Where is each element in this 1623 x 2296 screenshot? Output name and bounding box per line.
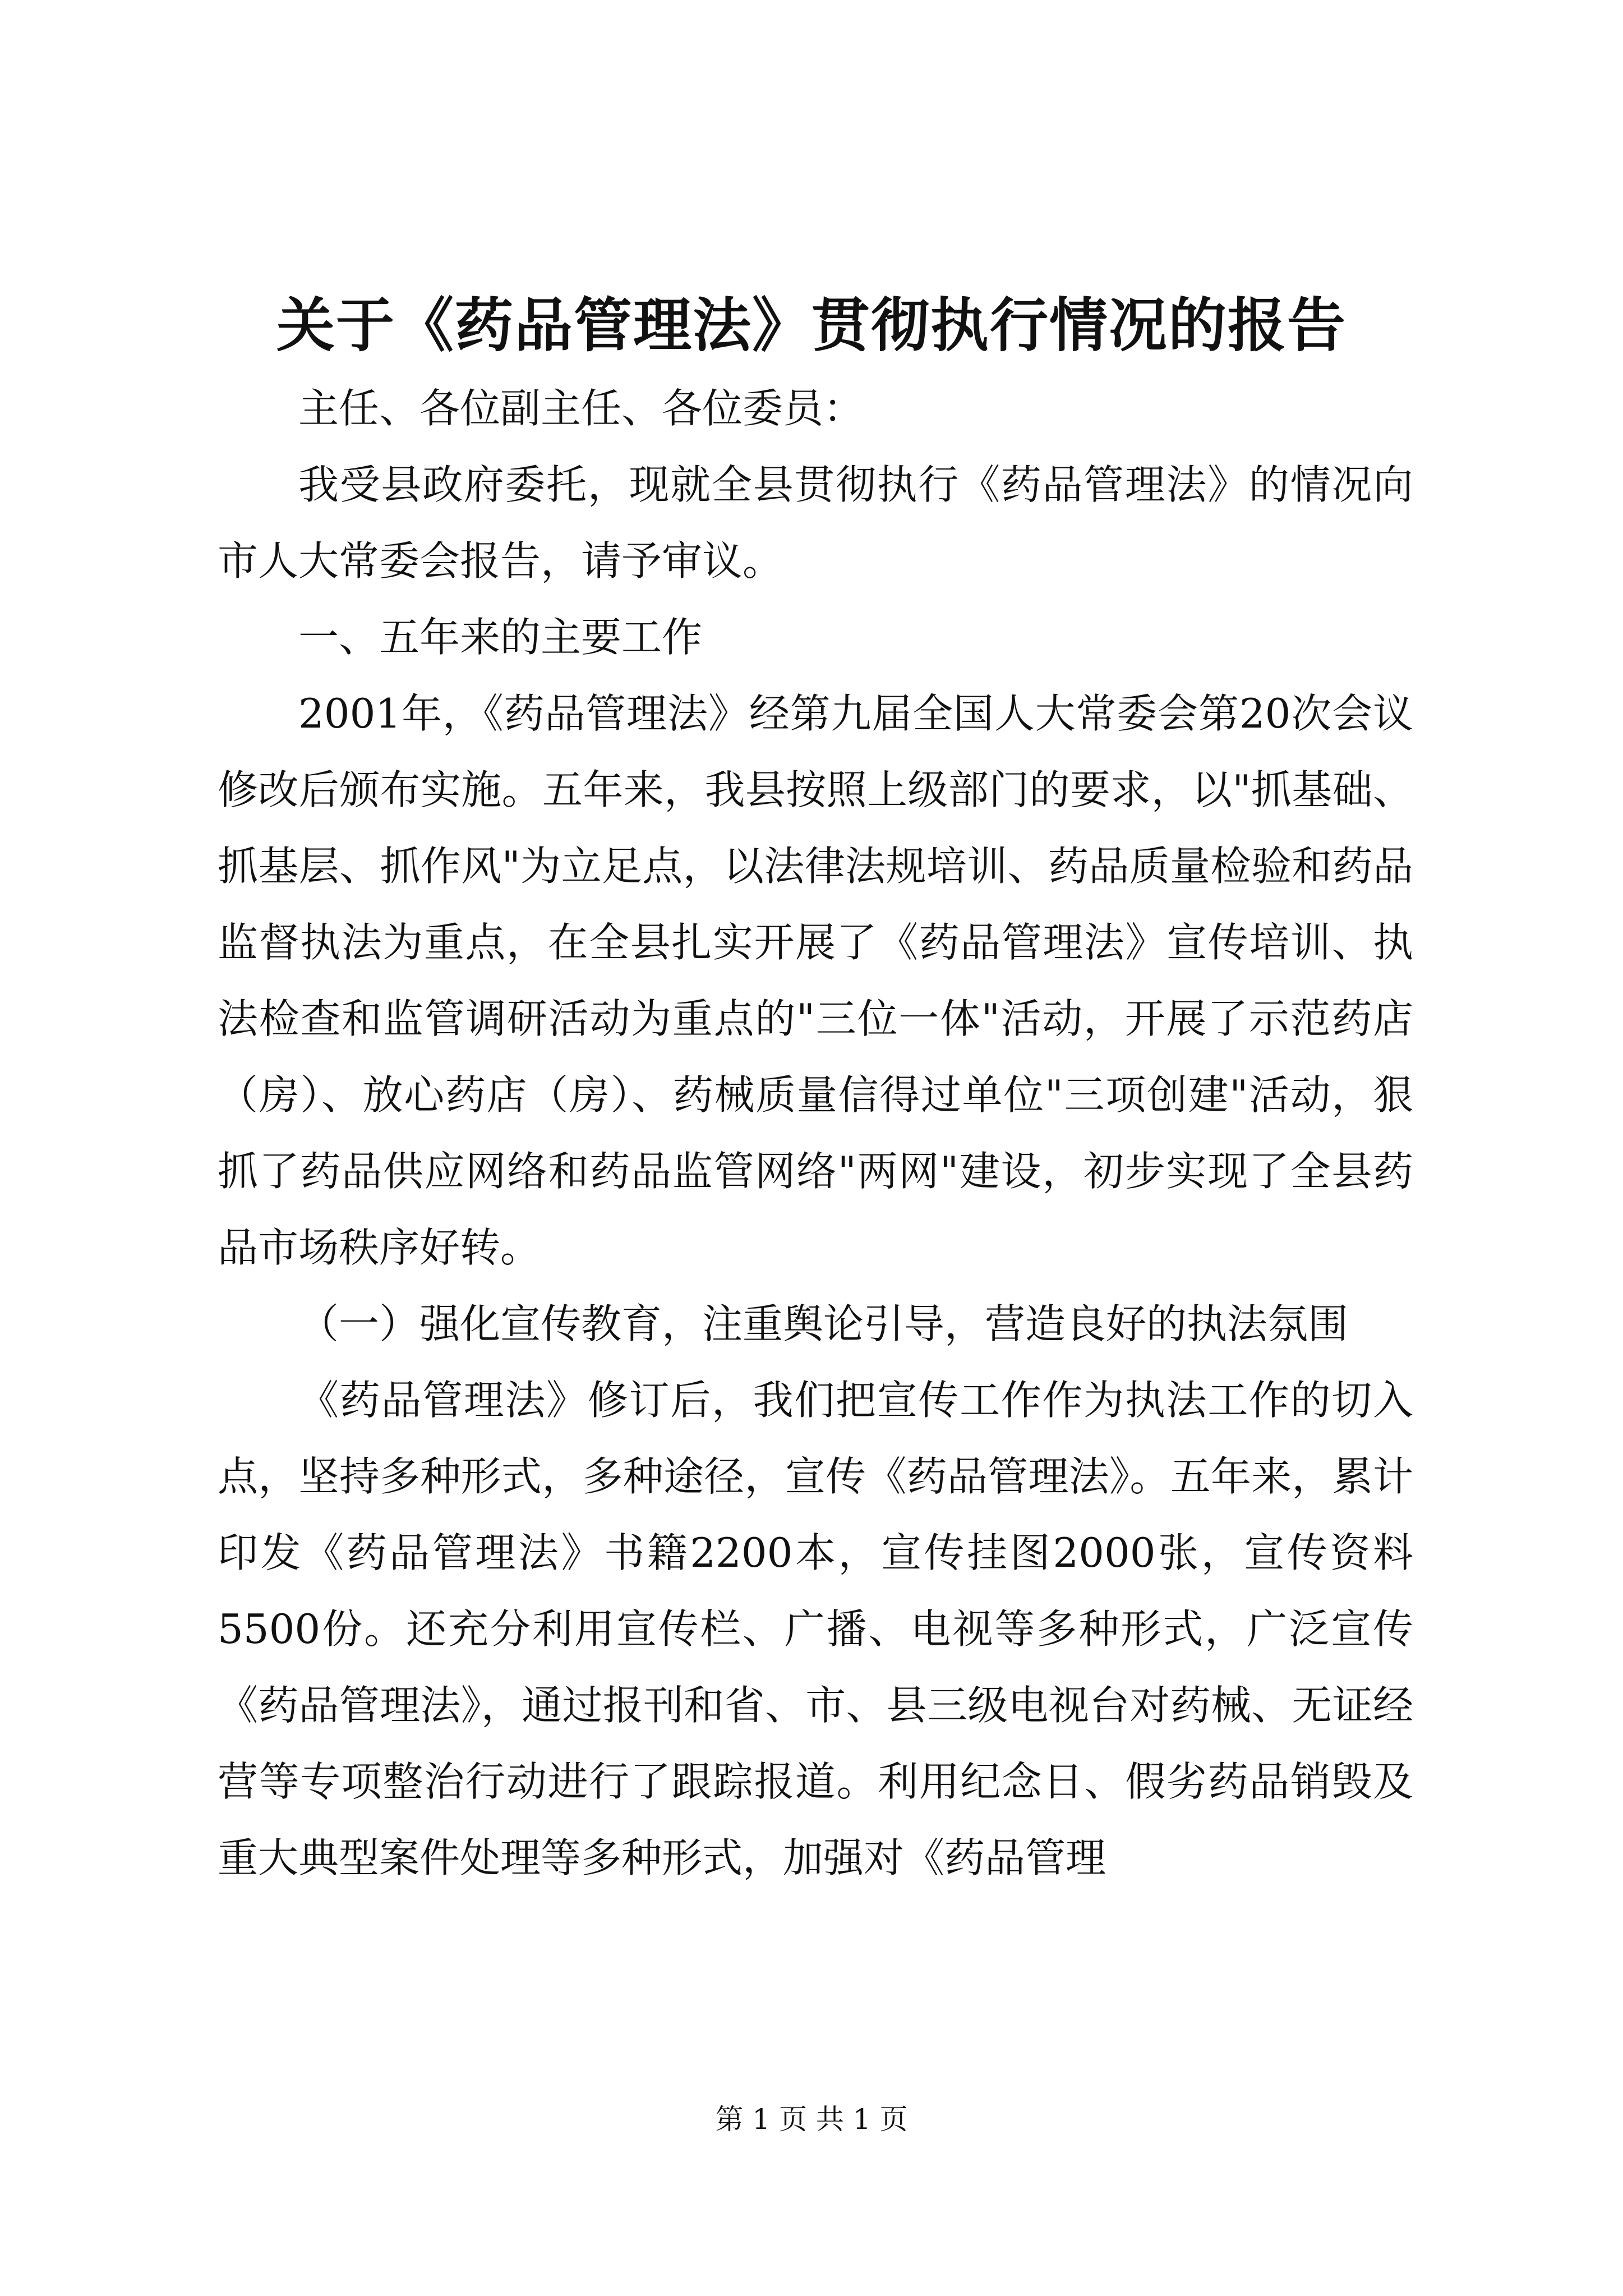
document-body [218, 370, 1413, 1896]
document-title: 关于《药品管理法》贯彻执行情况的报告 [276, 291, 1347, 360]
paragraph-intro: 我受县政府委托，现就全县贯彻执行《药品管理法》的情况向市人大常委会报告，请予审议。 [218, 461, 1413, 585]
salutation: 主任、各位副主任、各位委员： [298, 385, 864, 432]
section-heading: 一、五年来的主要工作 [298, 614, 703, 661]
paragraph-overview: 2001年，《药品管理法》经第九届全国人大常委会第20次会议修改后颁布实施。五年来，我县按照上级部门的要求，以"抓基础、抓基层、抓作风"为立足点，以法律法规培训、药品质量检验和药品监督执法为重点，在全县扎实开展了《药品管理法》宣传培训、执法检查和监管调研活动为重点的"三位一体"活动，开展了示范药店（房）、放心药店（房）、药械质量信得过单位"三项创建"活动，狠抓了药品供应网络和药品监管网络"两网"建设，初步实现了全县药品市场秩序好转。 [218, 690, 1413, 1271]
paragraph-publicity: 《药品管理法》修订后，我们把宣传工作作为执法工作的切入点，坚持多种形式，多种途径，宣传《药品管理法》。五年来，累计印发《药品管理法》书籍2200本，宣传挂图2000张，宣传资料5500份。还充分利用宣传栏、广播、电视等多种形式，广泛宣传《药品管理法》，通过报刊和省、市、县三级电视台对药械、无证经营等专项整治行动进行了跟踪报道。利用纪念日、假劣药品销毁及重大典型案件处理等多种形式，加强对《药品管理 [218, 1377, 1413, 1881]
subsection-heading: （一）强化宣传教育，注重舆论引导，营造良好的执法氛围 [298, 1300, 1349, 1347]
page-footer: 第 1 页 共 1 页 [715, 2103, 908, 2136]
